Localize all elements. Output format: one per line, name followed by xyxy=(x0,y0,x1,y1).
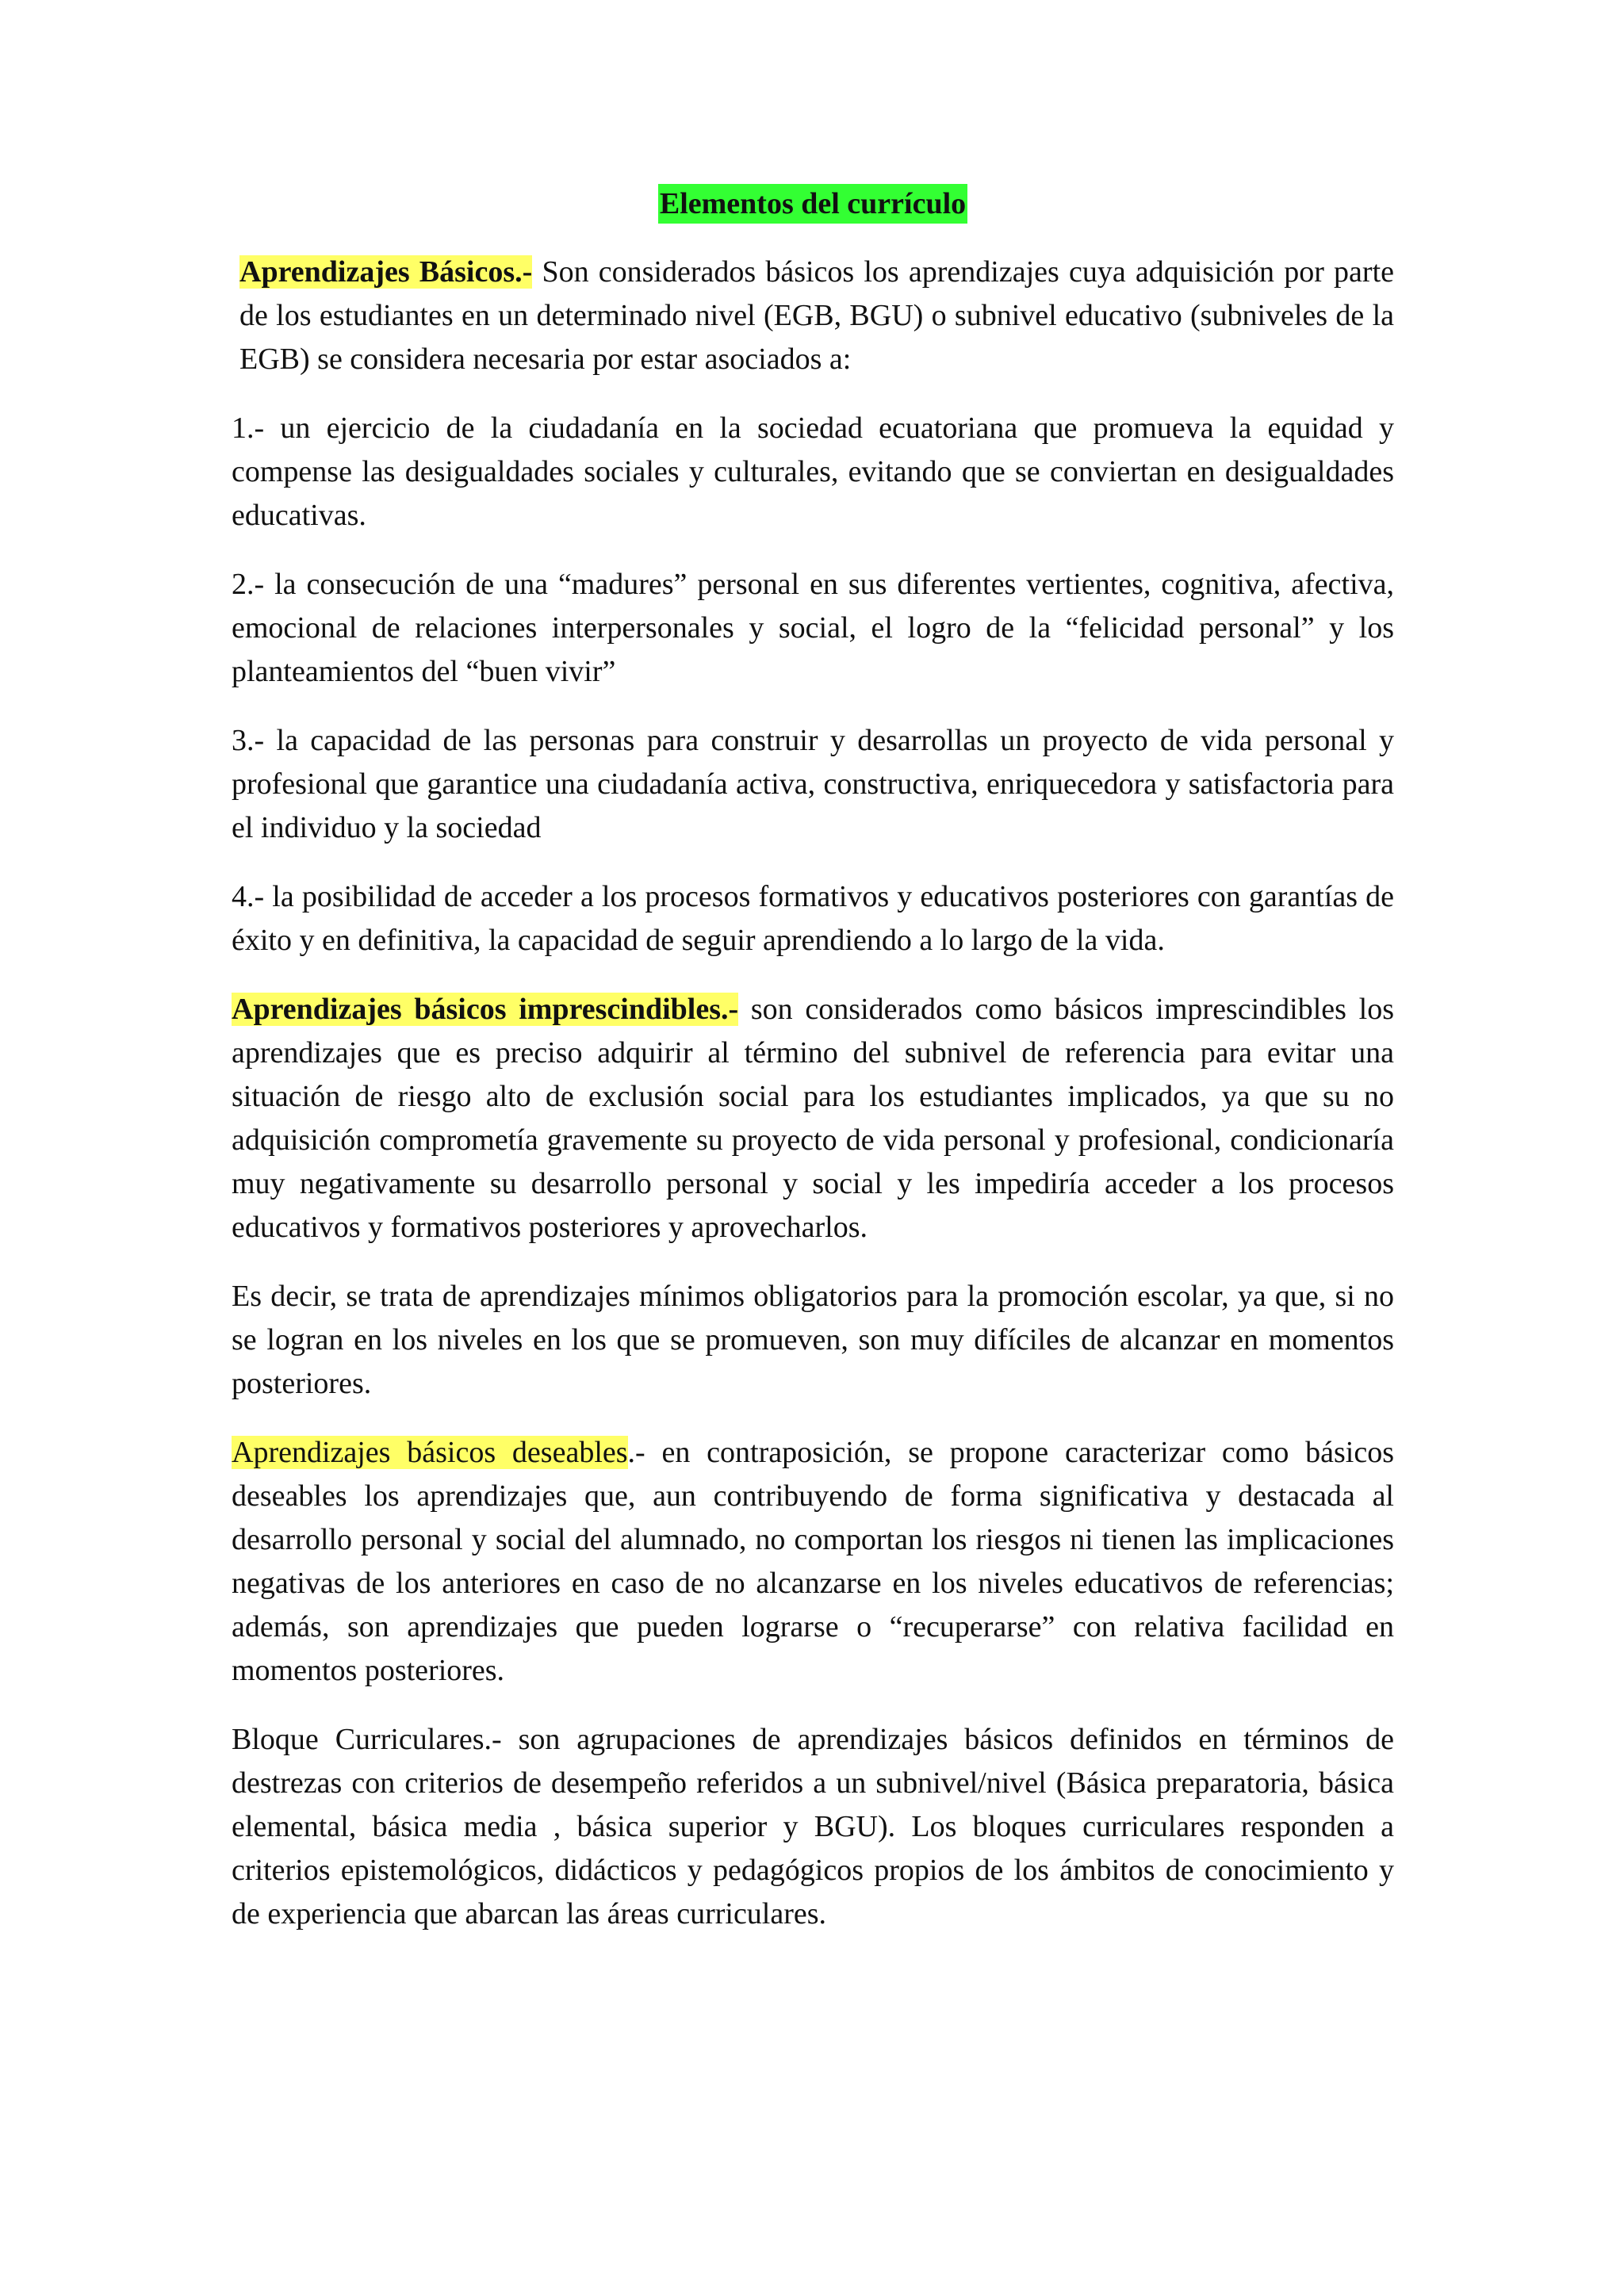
paragraph-text: 2.- la consecución de una “madures” personal en sus diferentes vertientes, cognitiva, afectiva, emocional de relaciones interpersonales y social, el logro de la “felicidad personal” y los planteamientos del “buen vivir” xyxy=(232,568,1394,688)
document-title: Elementos del currículo xyxy=(658,184,967,224)
paragraph-item-4 xyxy=(232,875,1394,962)
title-container xyxy=(232,184,1394,224)
paragraph-imprescindibles xyxy=(232,988,1394,1249)
paragraph-item-2 xyxy=(232,563,1394,694)
paragraph-text: Bloque Curriculares.- son agrupaciones de aprendizajes básicos definidos en términos de destrezas con criterios de desempeño referidos a un subnivel/nivel (Básica preparatoria, básica elemental, básica media , básica superior y BGU). Los bloques curriculares responden a criterios epistemológicos, didácticos y pedagógicos propios de los ámbitos de conocimiento y de experiencia que abarcan las áreas curriculares. xyxy=(232,1723,1394,1931)
paragraph-text: Es decir, se trata de aprendizajes mínimos obligatorios para la promoción escolar, ya que, si no se logran en los niveles en los que se promueven, son muy difíciles de alcanzar en momentos posteriores. xyxy=(232,1280,1394,1400)
paragraph-aprendizajes-basicos xyxy=(232,251,1394,381)
paragraph-item-3 xyxy=(232,719,1394,850)
paragraph-deseables xyxy=(232,1431,1394,1693)
term-aprendizajes-imprescindibles: Aprendizajes básicos imprescindibles.- xyxy=(232,993,739,1026)
paragraph-bloque-curriculares xyxy=(232,1718,1394,1936)
paragraph-text: 4.- la posibilidad de acceder a los procesos formativos y educativos posteriores con garantías de éxito y en definitiva, la capacidad de seguir aprendiendo a lo largo de la vida. xyxy=(232,880,1394,957)
paragraph-text: son considerados como básicos imprescindibles los aprendizajes que es preciso adquirir al término del subnivel de referencia para evitar una situación de riesgo alto de exclusión social para los estudiantes implicados, ya que su no adquisición comprometía gravemente su proyecto de vida personal y profesional, condicionaría muy negativamente su desarrollo personal y social y les impediría acceder a los procesos educativos y formativos posteriores y aprovecharlos. xyxy=(232,993,1394,1244)
paragraph-text: Son considerados básicos los aprendizajes cuya adquisición por parte de los estudiantes en un determinado nivel (EGB, BGU) o subnivel educativo (subniveles de la EGB) se considera necesaria por estar asociados a: xyxy=(239,255,1394,376)
paragraph-text: .- en contraposición, se propone caracterizar como básicos deseables los aprendizajes que, aun contribuyendo de forma significativa y destacada al desarrollo personal y social del alumnado, no comportan los riesgos ni tienen las implicaciones negativas de los anteriores en caso de no alcanzarse en los niveles educativos de referencias; además, son aprendizajes que pueden lograrse o “recuperarse” con relativa facilidad en momentos posteriores. xyxy=(232,1436,1395,1687)
paragraph-text: 3.- la capacidad de las personas para construir y desarrollas un proyecto de vida personal y profesional que garantice una ciudadanía activa, constructiva, enriquecedora y satisfactoria para el individuo y la sociedad xyxy=(232,724,1394,844)
term-aprendizajes-basicos: Aprendizajes Básicos.- xyxy=(239,255,533,289)
term-aprendizajes-deseables: Aprendizajes básicos deseables xyxy=(232,1436,628,1469)
paragraph-es-decir xyxy=(232,1275,1394,1406)
paragraph-item-1 xyxy=(232,407,1394,538)
paragraph-text: 1.- un ejercicio de la ciudadanía en la sociedad ecuatoriana que promueva la equidad y compense las desigualdades sociales y culturales, evitando que se conviertan en desigualdades educativas. xyxy=(232,411,1394,532)
document-body xyxy=(232,184,1394,1961)
